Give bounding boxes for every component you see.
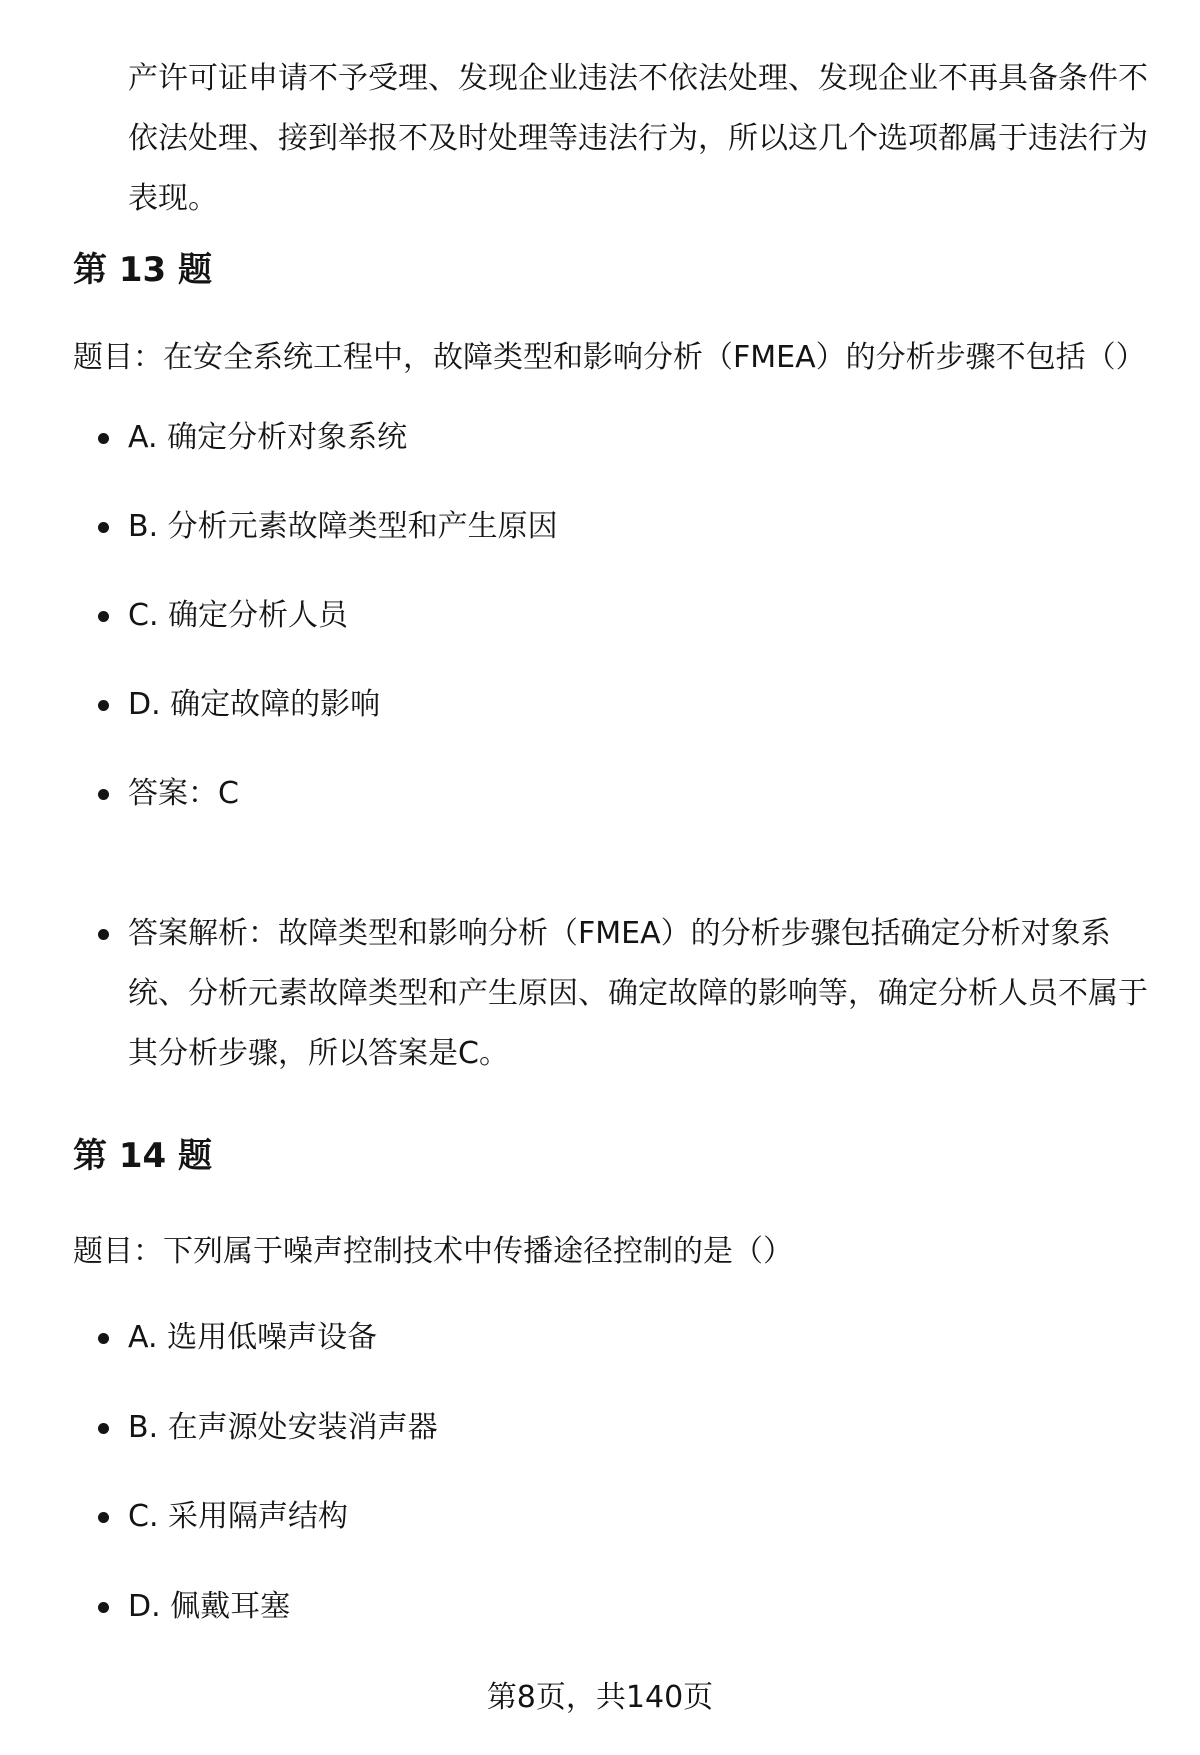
page-number: 第8页，共140页: [486, 1680, 714, 1715]
option-text: B. 分析元素故障类型和产生原因: [128, 509, 558, 544]
previous-analysis-continuation: 产许可证申请不予受理、发现企业违法不依法处理、发现企业不再具备条件不依法处理、接到举报不及时处理等违法行为，所以这几个选项都属于违法行为表现。: [128, 61, 1148, 216]
option-text: A. 选用低噪声设备: [128, 1320, 378, 1355]
answer-text: 答案：C: [128, 776, 239, 811]
option-text: A. 确定分析对象系统: [128, 420, 408, 455]
option-text: B. 在声源处安装消声器: [128, 1410, 438, 1445]
question-heading-14: 第 14 题: [73, 1136, 212, 1176]
bullet-icon: [98, 522, 109, 533]
question-stem-14: 题目：下列属于噪声控制技术中传播途径控制的是（）: [73, 1234, 793, 1269]
option-d-14: [98, 1585, 1148, 1629]
option-a-14: [98, 1316, 1148, 1360]
option-a-13: [98, 416, 1148, 460]
option-text: D. 佩戴耳塞: [128, 1589, 291, 1624]
option-text: C. 确定分析人员: [128, 598, 349, 633]
analysis-text: 答案解析：故障类型和影响分析（FMEA）的分析步骤包括确定分析对象系统、分析元素故障类型和产生原因、确定故障的影响等，确定分析人员不属于其分析步骤，所以答案是C。: [128, 916, 1148, 1071]
question-heading-13: 第 13 题: [73, 250, 212, 290]
bullet-icon: [98, 1423, 109, 1434]
bullet-icon: [98, 433, 109, 444]
option-c-14: [98, 1495, 1148, 1539]
bullet-icon: [98, 929, 109, 940]
bullet-icon: [98, 1512, 109, 1523]
bullet-icon: [98, 789, 109, 800]
bullet-icon: [98, 700, 109, 711]
option-text: D. 确定故障的影响: [128, 687, 381, 722]
option-b-13: [98, 505, 1148, 549]
analysis-13: [98, 904, 1148, 1084]
answer-13: [98, 772, 1148, 816]
option-text: C. 采用隔声结构: [128, 1499, 349, 1534]
question-stem-13: 题目：在安全系统工程中，故障类型和影响分析（FMEA）的分析步骤不包括（）: [73, 340, 1146, 375]
option-d-13: [98, 683, 1148, 727]
bullet-icon: [98, 1333, 109, 1344]
bullet-icon: [98, 611, 109, 622]
option-b-14: [98, 1406, 1148, 1450]
bullet-icon: [98, 1602, 109, 1613]
option-c-13: [98, 594, 1148, 638]
